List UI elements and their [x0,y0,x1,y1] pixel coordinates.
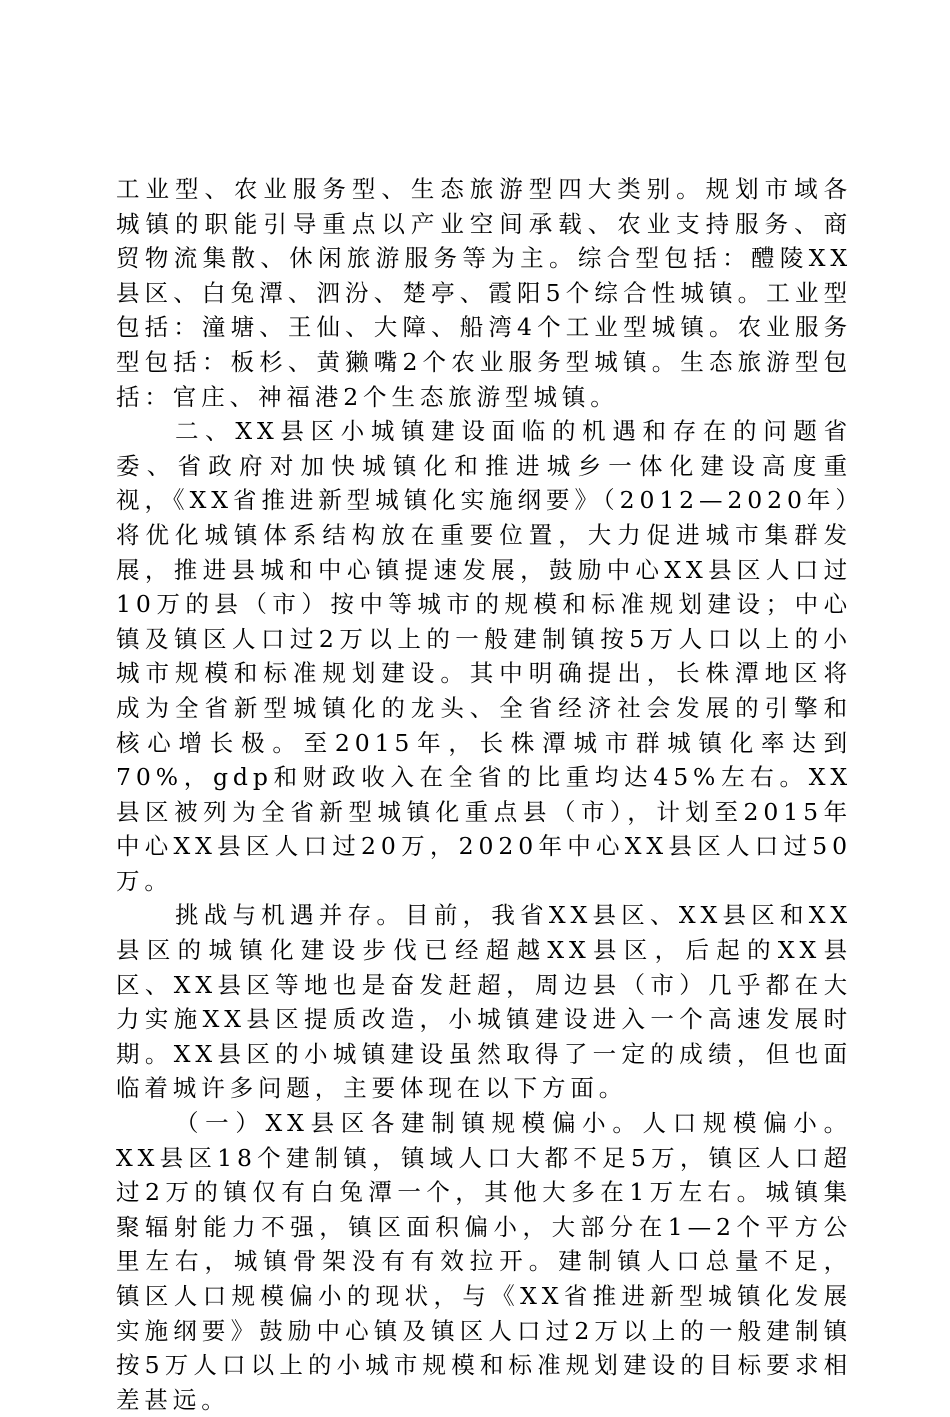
paragraph-opportunities-and-problems: 二、XX县区小城镇建设面临的机遇和存在的问题省委、省政府对加快城镇化和推进城乡一体化建设高度重视，《XX省推进新型城镇化实施纲要》（2012—2020年）将优化城镇体系结构放在重要位置，大力促进城市集群发展，推进县城和中心镇提速发展，鼓励中心XX县区人口过10万的县（市）按中等城市的规模和标准规划建设；中心镇及镇区人口过2万以上的一般建制镇按5万人口以上的小城市规模和标准规划建设。其中明确提出，长株潭地区将成为全省新型城镇化的龙头、全省经济社会发展的引擎和核心增长极。至2015年，长株潭城市群城镇化率达到70%，gdp和财政收入在全省的比重均达45%左右。XX县区被列为全省新型城镇化重点县（市），计划至2015年中心XX县区人口过20万，2020年中心XX县区人口过50万。 [116,417,852,895]
paragraph-challenges: 挑战与机遇并存。目前，我省XX县区、XX县区和XX县区的城镇化建设步伐已经超越XX县区，后起的XX县区、XX县区等地也是奋发赶超，周边县（市）几乎都在大力实施XX县区提质改造，小城镇建设进入一个高速发展时期。XX县区的小城镇建设虽然取得了一定的成绩，但也面临着城许多问题，主要体现在以下方面。 [116,901,852,1103]
paragraph-town-categories: 工业型、农业服务型、生态旅游型四大类别。规划市域各城镇的职能引导重点以产业空间承载、农业支持服务、商贸物流集散、休闲旅游服务等为主。综合型包括：醴陵XX县区、白兔潭、泗汾、楚亭、霞阳5个综合性城镇。工业型包括：潼塘、王仙、大障、船湾4个工业型城镇。农业服务型包括：板杉、黄獭嘴2个农业服务型城镇。生态旅游型包括：官庄、神福港2个生态旅游型城镇。 [116,175,852,411]
document-body [116,172,852,1417]
paragraph-town-scale: （一）XX县区各建制镇规模偏小。人口规模偏小。XX县区18个建制镇，镇域人口大都不足5万，镇区人口超过2万的镇仅有白兔潭一个，其他大多在1万左右。城镇集聚辐射能力不强，镇区面积偏小，大部分在1—2个平方公里左右，城镇骨架没有有效拉开。建制镇人口总量不足，镇区人口规模偏小的现状，与《XX省推进新型城镇化发展实施纲要》鼓励中心镇及镇区人口过2万以上的一般建制镇按5万人口以上的小城市规模和标准规划建设的目标要求相差甚远。 [116,1109,852,1414]
